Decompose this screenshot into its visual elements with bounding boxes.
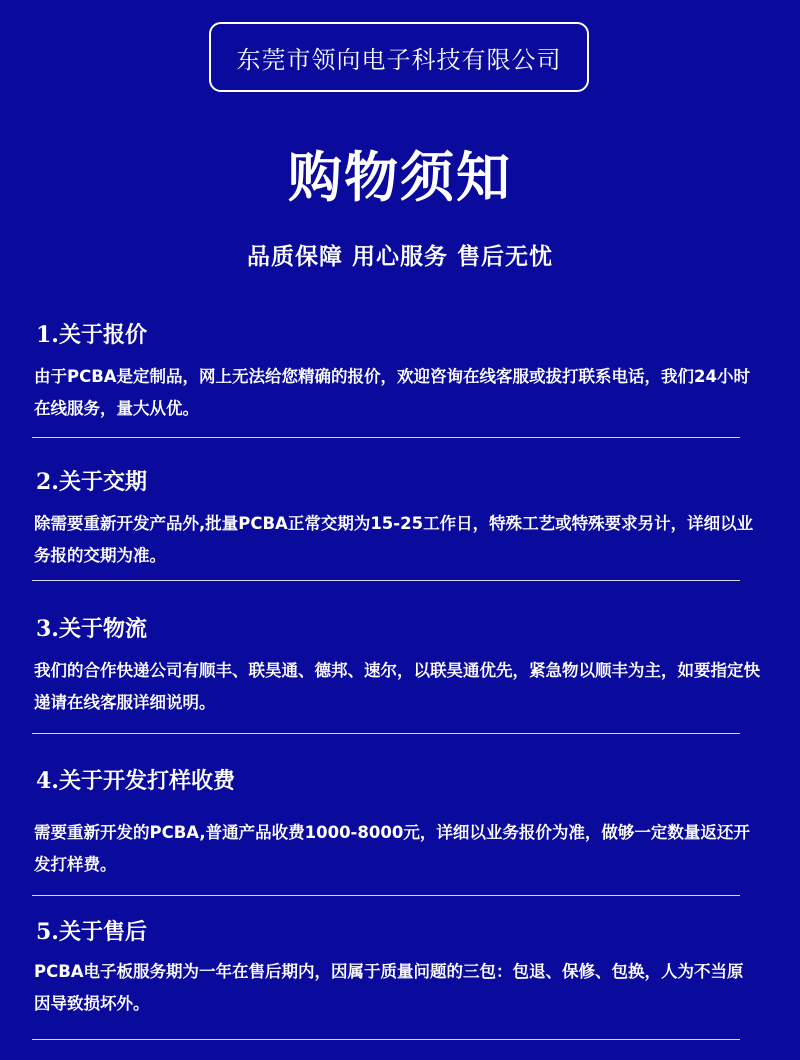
divider: [32, 895, 740, 896]
section-body: PCBA电子板服务期为一年在售后期内，因属于质量问题的三包：包退、保修、包换，人为不当原因导致损坏外。: [34, 962, 744, 1013]
divider: [32, 1039, 740, 1040]
section-after-sales: [30, 915, 770, 1020]
section-heading: 1.关于报价: [36, 322, 147, 348]
section-development-fee: [30, 764, 770, 881]
divider: [32, 437, 740, 438]
page-subtitle: 品质保障 用心服务 售后无忧: [246, 244, 553, 270]
divider: [32, 580, 740, 581]
company-name: 东莞市领向电子科技有限公司: [236, 45, 562, 74]
section-heading: 4.关于开发打样收费: [36, 768, 235, 794]
section-delivery: [30, 465, 770, 572]
section-heading: 2.关于交期: [36, 469, 147, 495]
section-heading: 3.关于物流: [36, 616, 147, 642]
section-body: 除需要重新开发产品外,批量PCBA正常交期为15-25工作日，特殊工艺或特殊要求另计，详细以业务报的交期为准。: [34, 514, 754, 565]
section-heading: 5.关于售后: [36, 919, 147, 945]
section-quote: [30, 318, 770, 425]
section-body: 由于PCBA是定制品，网上无法给您精确的报价，欢迎咨询在线客服或拔打联系电话，我们24小时在线服务，量大从优。: [34, 367, 751, 418]
company-name-box: [209, 22, 589, 92]
section-body: 需要重新开发的PCBA,普通产品收费1000-8000元，详细以业务报价为准，做够一定数量返还开发打样费。: [34, 823, 750, 874]
section-body: 我们的合作快递公司有顺丰、联昊通、德邦、速尔，以联昊通优先，紧急物以顺丰为主，如要指定快递请在线客服详细说明。: [34, 661, 760, 712]
divider: [32, 733, 740, 734]
section-logistics: [30, 612, 770, 719]
page-title: 购物须知: [288, 145, 512, 209]
